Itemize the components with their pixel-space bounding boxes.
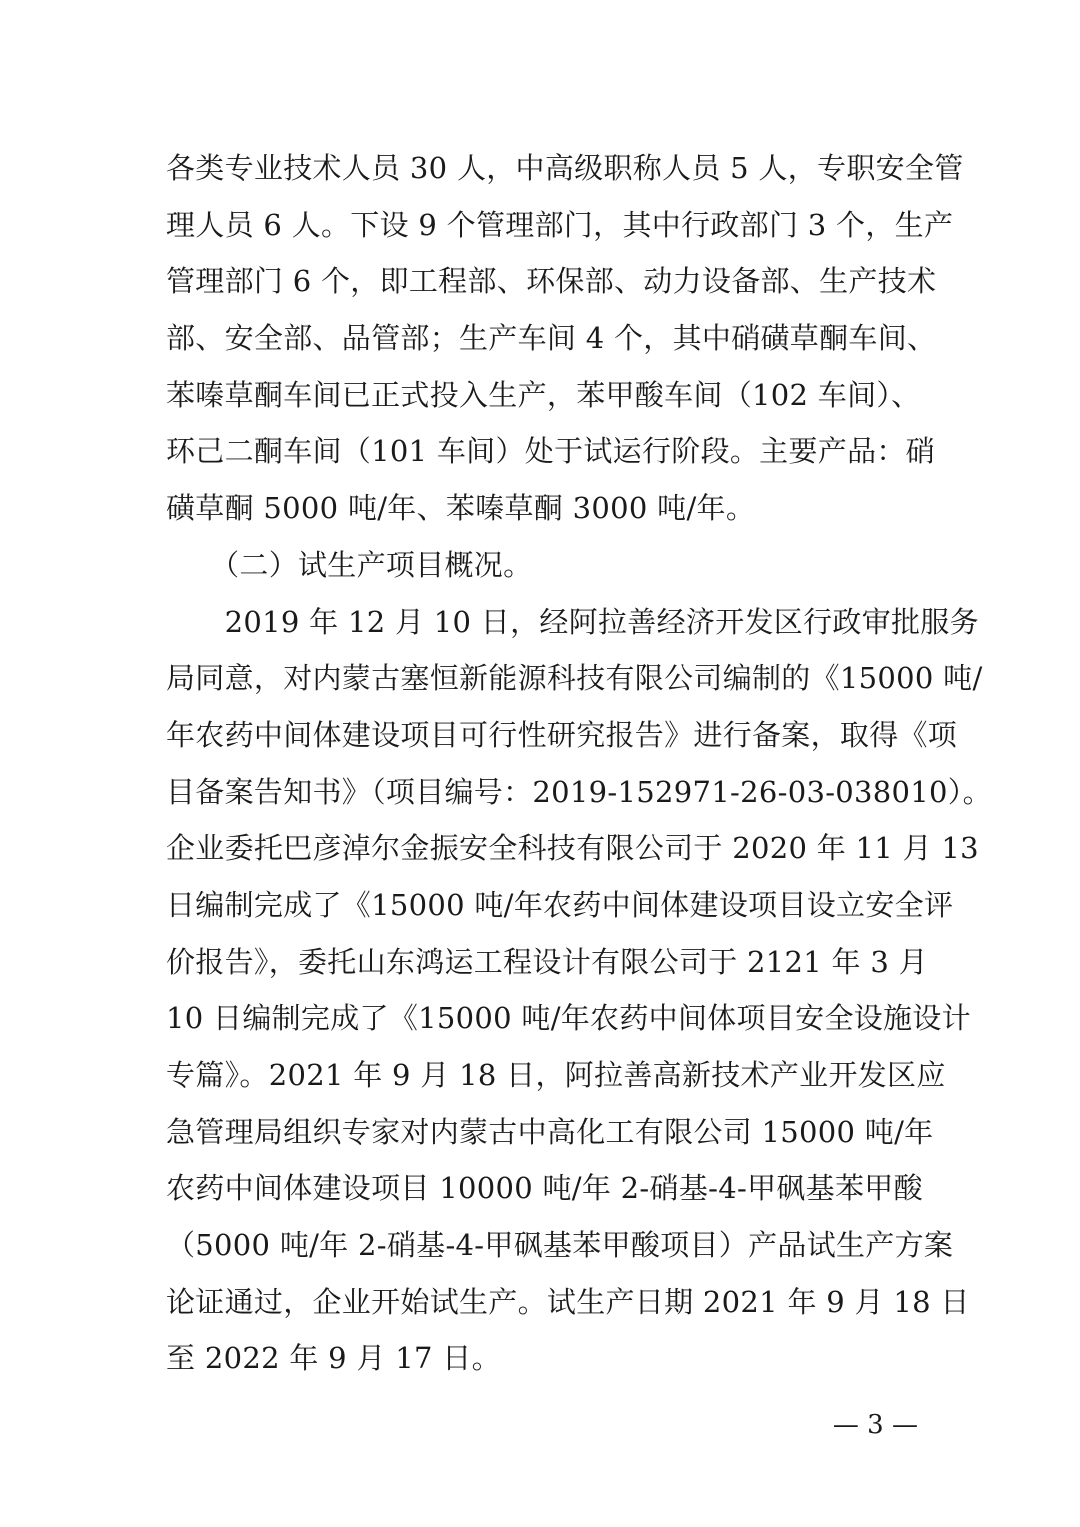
text-line: 目备案告知书》（项目编号：2019-152971-26-03-038010）。: [166, 774, 992, 809]
section-heading: （二）试生产项目概况。: [166, 547, 533, 582]
paragraph-end-line: 至 2022 年 9 月 17 日。: [166, 1341, 501, 1376]
text-line: 苯嗪草酮车间已正式投入生产，苯甲酸车间（102 车间）、: [166, 377, 921, 412]
text-line: 2019 年 12 月 10 日，经阿拉善经济开发区行政审批服务: [166, 604, 979, 639]
text-line: 企业委托巴彦淖尔金振安全科技有限公司于 2020 年 11 月 13: [166, 831, 979, 866]
body-text: [166, 140, 992, 1387]
page-number: — 3 —: [832, 1410, 918, 1440]
text-line: （5000 吨/年 2-硝基-4-甲砜基苯甲酸项目）产品试生产方案: [166, 1228, 954, 1263]
text-line: 局同意，对内蒙古塞恒新能源科技有限公司编制的《15000 吨/: [166, 661, 983, 696]
text-line: 管理部门 6 个，即工程部、环保部、动力设备部、生产技术: [166, 264, 937, 299]
text-line: 论证通过，企业开始试生产。试生产日期 2021 年 9 月 18 日: [166, 1284, 970, 1319]
text-line: 年农药中间体建设项目可行性研究报告》进行备案，取得《项: [166, 717, 958, 752]
text-line: 10 日编制完成了《15000 吨/年农药中间体项目安全设施设计: [166, 1001, 971, 1036]
text-line: 急管理局组织专家对内蒙古中高化工有限公司 15000 吨/年: [166, 1114, 934, 1149]
text-line: 理人员 6 人。下设 9 个管理部门，其中行政部门 3 个，生产: [166, 207, 954, 242]
text-line: 价报告》，委托山东鸿运工程设计有限公司于 2121 年 3 月: [166, 944, 928, 979]
text-line: 专篇》。2021 年 9 月 18 日，阿拉善高新技术产业开发区应: [166, 1058, 946, 1092]
text-line: 部、安全部、品管部；生产车间 4 个，其中硝磺草酮车间、: [166, 321, 937, 356]
paragraph-end-line: 磺草酮 5000 吨/年、苯嗪草酮 3000 吨/年。: [166, 491, 756, 526]
text-line: 各类专业技术人员 30 人，中高级职称人员 5 人，专职安全管: [166, 151, 964, 185]
text-line: 环己二酮车间（101 车间）处于试运行阶段。主要产品：硝: [166, 434, 935, 469]
text-line: 日编制完成了《15000 吨/年农药中间体建设项目设立安全评: [166, 887, 954, 922]
text-line: 农药中间体建设项目 10000 吨/年 2-硝基-4-甲砜基苯甲酸: [166, 1171, 923, 1206]
